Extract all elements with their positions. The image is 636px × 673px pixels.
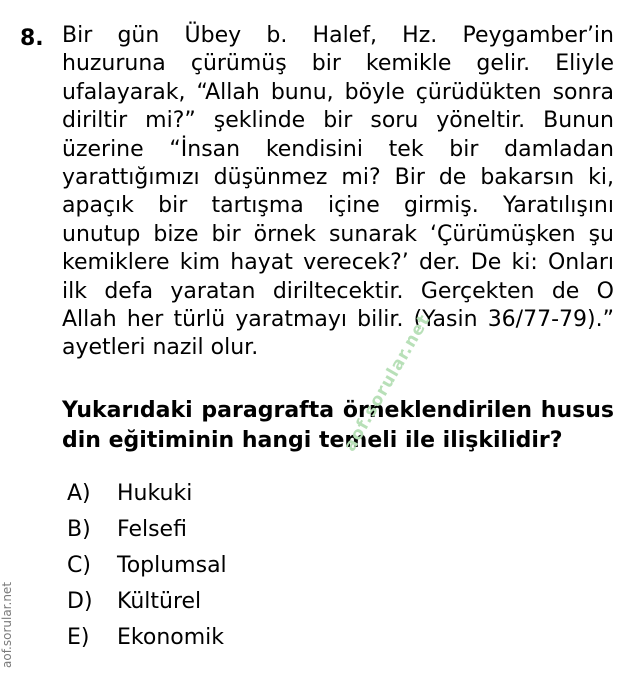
passage-line: yarattığımızı düşünmez mi? Bir de bakarsın ki, [62,165,614,191]
passage-line: üzerine “İnsan kendisini tek bir damladan [62,136,614,162]
option-a[interactable] [67,476,227,512]
option-text: Felsefi [117,517,187,542]
option-text: Ekonomik [117,625,225,650]
question-passage [62,22,614,363]
option-letter: A) [67,481,91,506]
passage-line: unutup bize bir örnek sunarak ‘Çürümüşken şu [62,221,614,247]
passage-line: ufalayarak, “Allah bunu, böyle çürüdükten sonra [62,79,614,105]
passage-line: Bir gün Übey b. Halef, Hz. Peygamber’in [62,23,614,48]
option-letter: E) [67,625,90,650]
option-b[interactable] [67,512,227,548]
option-letter: B) [67,517,91,542]
passage-line: apaçık bir tartışma içine girmiş. Yaratılışını [62,193,614,219]
passage-line: huzuruna çürümüş bir kemikle gelir. Eliyle [62,51,614,77]
option-text: Kültürel [117,589,202,614]
answer-options [67,476,227,656]
question-number: 8. [20,26,44,51]
option-letter: C) [67,553,91,578]
passage-line: diriltir mi?” şeklinde bir soru yöneltir. Bunun [62,108,614,134]
option-text: Hukuki [117,481,193,506]
passage-line: kemiklere kim hayat verecek?’ der. De ki: Onları [62,250,614,276]
passage-line: ayetleri nazil olur. [62,335,259,361]
option-text: Toplumsal [117,553,227,578]
side-watermark: aof.sorular.net [0,581,14,668]
passage-line: Allah her türlü yaratmayı bilir. (Yasin 36/77-79).” [62,307,614,333]
option-c[interactable] [67,548,227,584]
passage-line: ilk defa yaratan diriltecektir. Gerçekten de O [62,278,614,304]
option-letter: D) [67,589,93,614]
question-stem [62,396,614,456]
diagonal-watermark: aof.sorular.net [340,310,435,455]
stem-line: din eğitiminin hangi temeli ile ilişkilidir? [62,428,563,453]
option-d[interactable] [67,584,227,620]
stem-line: Yukarıdaki paragrafta örneklendirilen husus [62,398,614,423]
option-e[interactable] [67,620,227,656]
